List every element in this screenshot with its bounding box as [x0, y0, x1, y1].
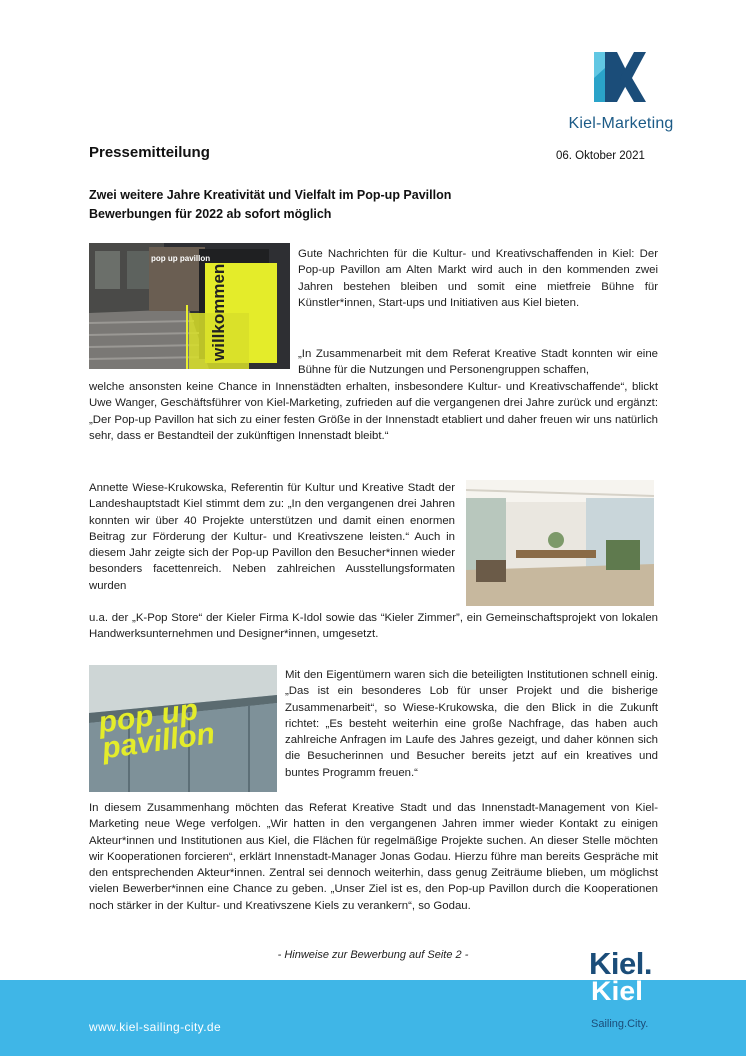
logo-wordmark: Kiel-Marketing — [568, 115, 674, 132]
pavilion-sign-photo — [89, 665, 277, 792]
pavilion-sign-text: pop up pavillon — [96, 693, 217, 766]
paragraph-5: In diesem Zusammenhang möchten das Referat Kreative Stadt und das Innenstadt-Management von Kiel-Marketing neue Wege verfolgen. „Wir hatten in den vergangenen Jahren immer wieder Kontakt zu einigen Akteur*innen und Institutionen aus Kiel, die Flächen für regelmäßige Projekte suchen. An dieser Stelle möchten wir Kooperationen forcieren“, erklärt Innenstadt-Manager Jonas Godau. Hierzu führe man bereits Gespräche mit den entsprechenden Akteur*innen. Zentral sei dennoch weiterhin, dass genug Zeiträume blieben, um möglichst vielen Bewerber*innen eine Chance zu geben. „Unser Ziel ist es, den Pop-up Pavillon durch die Kooperationen noch stärker in der Kultur- und Kreativszene Kiels zu verankern“, so Godau. — [89, 802, 658, 912]
paragraph-1: Gute Nachrichten für die Kultur- und Kreativschaffenden in Kiel: Der Pop-up Pavillon am Alten Markt wird auch in den kommenden zwei Jahren bestehen bleiben und somit eine mietfreie Bühne für Künstler*innen, Start-ups und Initiativen aus Kiel bieten. — [298, 248, 658, 309]
press-title — [89, 186, 649, 224]
paragraph-2-start: „In Zusammenarbeit mit dem Referat Kreative Stadt konnten wir eine Bühne für die Nutzungen und Personengruppen schaffen, — [298, 348, 658, 377]
willkommen-sign: willkommen — [209, 263, 228, 361]
paragraph-2-end: welche ansonsten keine Chance in Innenstädten erhalten, insbesondere Kultur- und Kreativschaffende“, blickt Uwe Wanger, Geschäftsführer von Kiel-Marketing, zufrieden auf die vergangenen drei Jahre zurück und ergänzt: „Der Pop-up Pavillon hat sich zu einer festen Größe in der Innenstadt etabliert und daher freuen wir uns natürlich sehr, dass er Bestandteil der zukünftigen Innenstadt bleibt.“ — [89, 381, 658, 442]
kiel-sailing-city-logo — [585, 946, 675, 1034]
paragraph-3-end: u.a. der „K-Pop Store“ der Kieler Firma K-Idol sowie das “Kieler Zimmer”, ein Gemeinschaftsprojekt von lokalen Handwerksunternehmen und Designer*innen, umgesetzt. — [89, 612, 658, 641]
kiel-marketing-logo — [566, 48, 676, 136]
kiel-tagline: Sailing.City. — [591, 1018, 649, 1030]
page-2-hint: - Hinweise zur Bewerbung auf Seite 2 - — [277, 949, 469, 961]
kiel-logo-bottom: Kiel — [591, 976, 644, 1006]
pavilion-entrance-photo — [89, 243, 290, 369]
pavilion-interior-photo — [466, 480, 654, 606]
title-line-2: Bewerbungen für 2022 ab sofort möglich — [89, 207, 332, 221]
paragraph-3-start: Annette Wiese-Krukowska, Referentin für Kultur und Kreative Stadt der Landeshauptstadt Kiel stimmt dem zu: „In den vergangenen drei Jahren konnten wir über 40 Projekte unterstützen und damit einen enormen Beitrag zur Förderung der Kultur- und Kreativszene leisten.“ Auch in diesem Jahr zeigte sich der Pop-up Pavillon den Besucher*innen wieder besonders facettenreich. Neben zahlreichen Ausstellungsformaten wurden — [89, 482, 455, 592]
page-heading: Pressemitteilung — [89, 144, 210, 161]
k-logo-icon — [590, 48, 654, 108]
kiel-logo-top: Kiel. — [589, 946, 652, 981]
paragraph-4: Mit den Eigentümern waren sich die beteiligten Institutionen schnell einig. „Das ist ein besonderes Lob für unser Projekt und die bisherige Zusammenarbeit“, so Wiese-Krukowska, die den Blick in die Zukunft richtet: „Es besteht weiterhin eine große Nachfrage, das haben auch zahlreiche Anfragen im Laufe des Jahres gezeigt, und daher können sich die Besucherinnen und Besucher bereits jetzt auf ein kreatives und buntes Programm freuen.“ — [285, 669, 658, 779]
pavilion-logo-text: pop up pavillon — [151, 254, 211, 263]
website-link[interactable]: www.kiel-sailing-city.de — [89, 1020, 222, 1034]
release-date: 06. Oktober 2021 — [556, 150, 645, 162]
title-line-1: Zwei weitere Jahre Kreativität und Vielfalt im Pop-up Pavillon — [89, 188, 452, 202]
